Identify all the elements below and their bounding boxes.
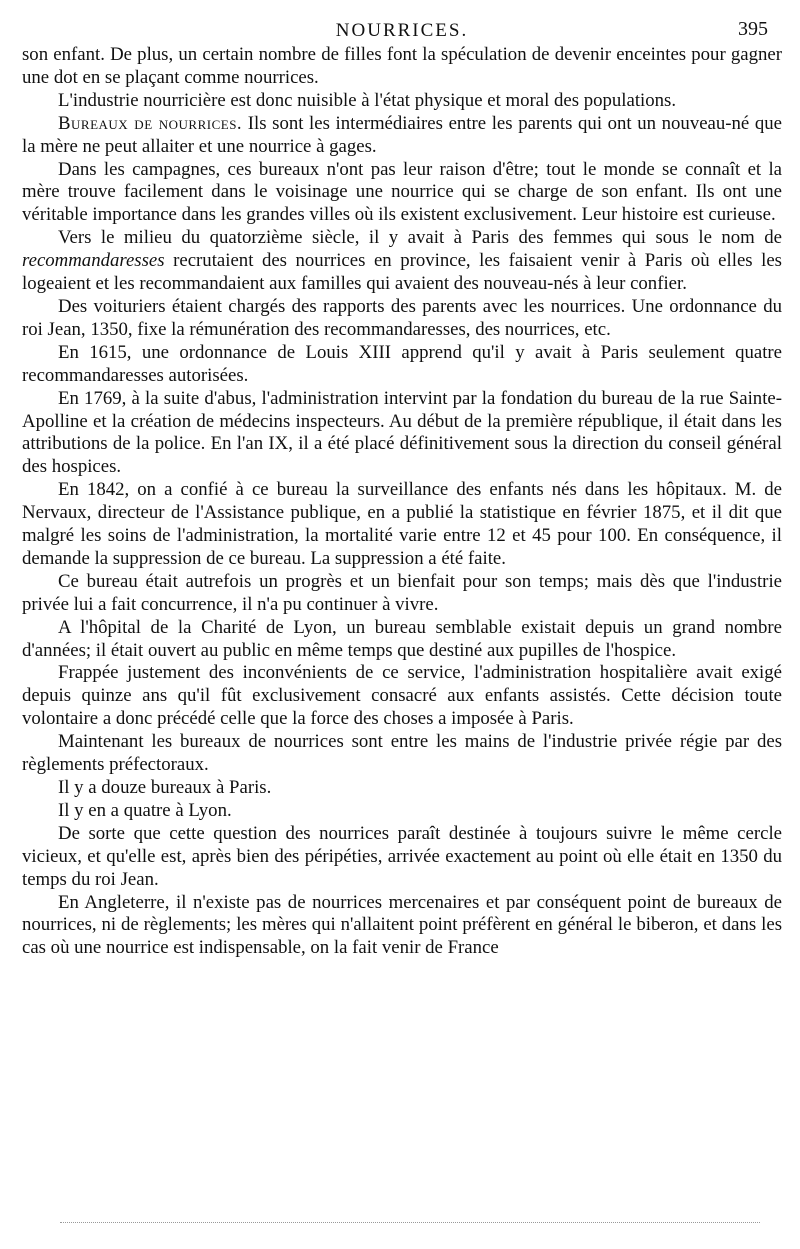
italic-term: recommandaresses [22,250,165,272]
paragraph: En 1615, une ordonnance de Louis XIII apprend qu'il y avait à Paris seulement quatre recommandaresses autorisées. [22,341,782,386]
paragraph: Il y a douze bureaux à Paris. [58,777,272,798]
paragraph: Frappée justement des inconvénients de ce service, l'administration hospitalière avait exigé depuis quinze ans qu'il fût exclusivement consacré aux enfants assistés. Cette décision toute volontaire a donc précédé celle que la force des choses a imposée à Paris. [22,662,782,730]
paragraph: Maintenant les bureaux de nourrices sont entre les mains de l'industrie privée régie par des règlements préfectoraux. [22,731,782,776]
page-header [22,0,782,44]
page-number: 395 [738,18,768,40]
footer-dotted-rule [60,1222,760,1223]
paragraph: A l'hôpital de la Charité de Lyon, un bureau semblable existait depuis un grand nombre d'années; il était ouvert au public en même temps que destiné aux pupilles de l'hospice. [22,616,782,661]
running-title: NOURRICES. [335,20,469,41]
paragraph: Ce bureau était autrefois un progrès et un bienfait pour son temps; mais dès que l'industrie privée lui a fait concurrence, il n'a pu continuer à vivre. [22,570,782,615]
paragraph: Des voituriers étaient chargés des rapports des parents avec les nourrices. Une ordonnance du roi Jean, 1350, fixe la rémunération des recommandaresses, des nourrices, etc. [22,295,782,340]
paragraph: Vers le milieu du quatorzième siècle, il y avait à Paris des femmes qui sous le nom de recommandaresses recrutaient des nourrices en province, les faisaient venir à Paris où elles les logeaient et les recommandaient aux familles qui avaient des nouveau-nés à leur confier. [22,227,782,295]
paragraph: Dans les campagnes, ces bureaux n'ont pas leur raison d'être; tout le monde se connaît et la mère trouve facilement dans le voisinage une nourrice qui se charge de son enfant. Ils ont une véritable importance dans les grandes villes où ils existent exclusivement. Leur histoire est curieuse. [22,158,782,226]
paragraph: son enfant. De plus, un certain nombre de filles font la spéculation de devenir enceintes pour gagner une dot en se plaçant comme nourrices. [22,44,782,88]
paragraph: En 1769, à la suite d'abus, l'administration intervint par la fondation du bureau de la rue Sainte-Apolline et la création de médecins inspecteurs. Au début de la première république, il était dans les attributions de la police. En l'an IX, il a été placé définitivement sous la direction du conseil général des hospices. [22,387,782,478]
paragraph: L'industrie nourricière est donc nuisible à l'état physique et moral des populations. [58,89,677,111]
paragraph: En 1842, on a confié à ce bureau la surveillance des enfants nés dans les hôpitaux. M. de Nervaux, directeur de l'Assistance publique, en a publié la statistique en février 1875, et il dit que malgré les soins de l'administration, la mortalité varie entre 12 et 45 pour 100. En conséquence, il demande la suppression de ce bureau. La suppression a été faite. [22,479,782,569]
body-text [22,44,782,960]
paragraph: En Angleterre, il n'existe pas de nourrices mercenaires et par conséquent point de bureaux de nourrices, ni de règlements; les mères qui n'allaitent point préfèrent en général le biberon, et dans les cas où une nourrice est indispensable, on la fait venir de France [22,891,782,959]
paragraph: Il y en a quatre à Lyon. [58,799,232,821]
section-lead: Bureaux de nourrices. [58,112,243,134]
paragraph: De sorte que cette question des nourrices paraît destinée à toujours suivre le même cercle vicieux, et qu'elle est, après bien des péripéties, arrivée exactement au point où elle était en 1350 du temps du roi Jean. [22,822,782,890]
paragraph-bureaux-de-nourrices: Bureaux de nourrices. Ils sont les intermédiaires entre les parents qui ont un nouveau-né que la mère ne peut allaiter et une nourrice à gages. [22,112,782,157]
